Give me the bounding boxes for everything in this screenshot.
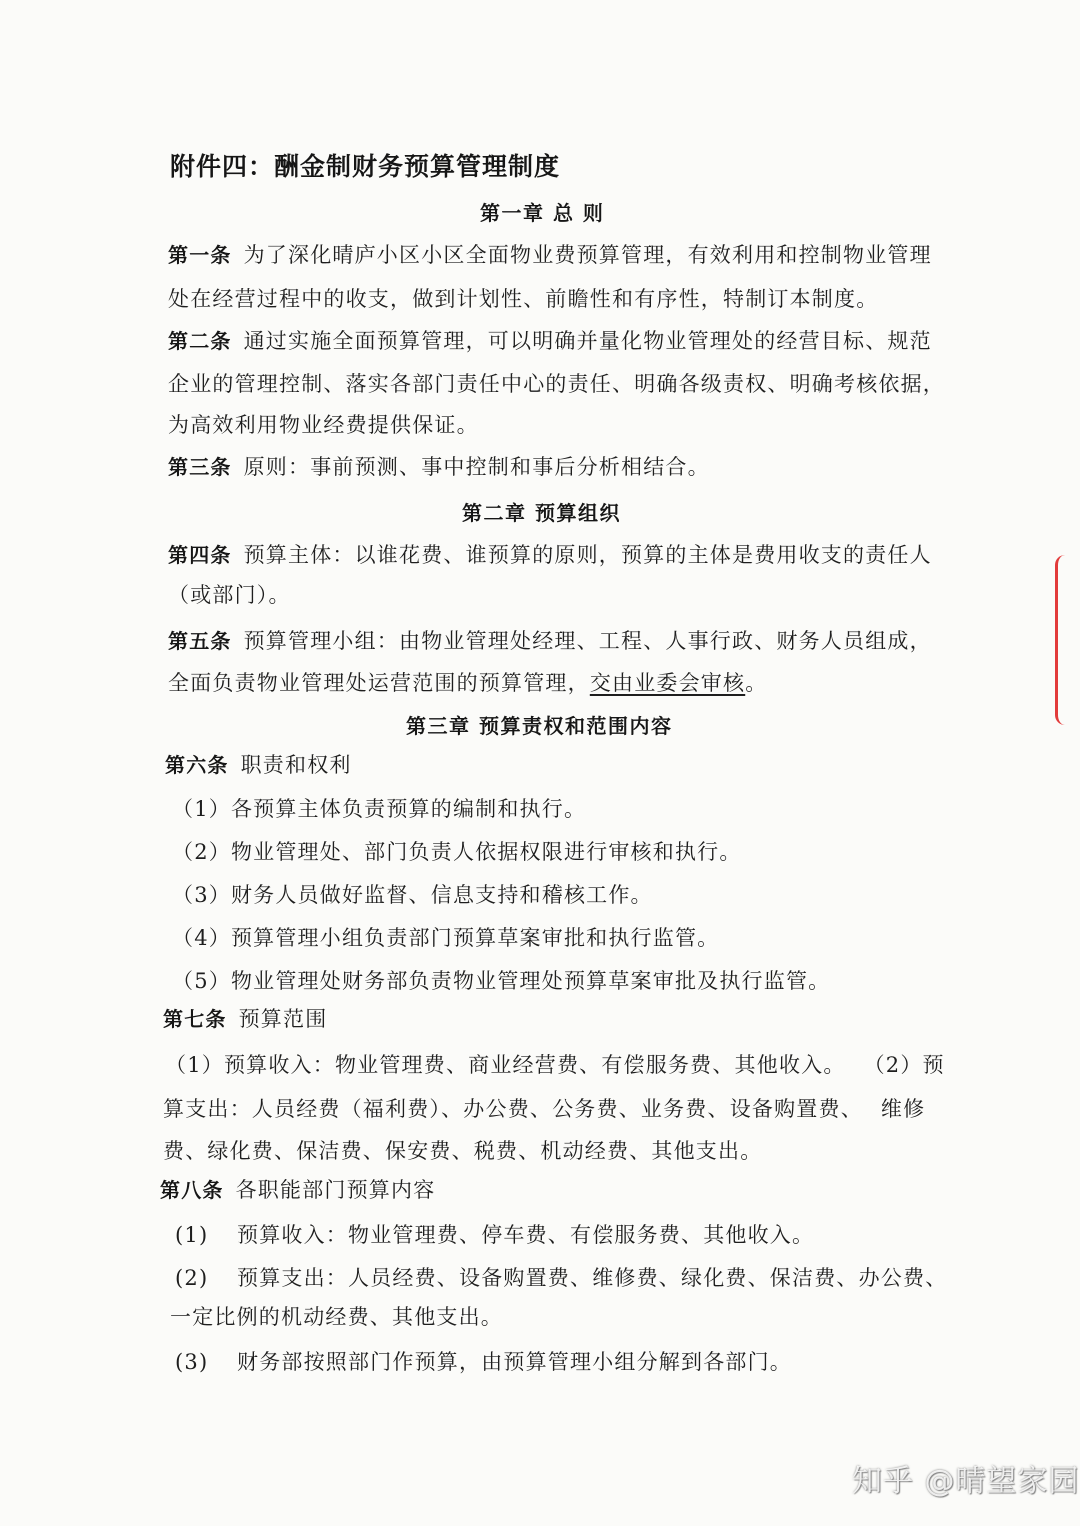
article-8-item-3-num: (3) <box>175 1350 209 1374</box>
article-7-line1 <box>165 1050 945 1080</box>
article-3-label: 第三条 <box>168 455 232 479</box>
chapter-2-heading: 第二章 预算组织 <box>462 501 621 525</box>
article-2-label: 第二条 <box>168 329 232 353</box>
article-2 <box>168 326 932 356</box>
article-7-heading: 预算范围 <box>238 1007 328 1031</box>
article-3 <box>168 452 710 482</box>
article-8-item-2 <box>175 1263 947 1293</box>
article-8-item-1-num: (1) <box>175 1223 209 1247</box>
article-5-label: 第五条 <box>168 629 232 653</box>
article-5-underlined-text: 交由业委会审核 <box>589 671 746 695</box>
article-8-label: 第八条 <box>160 1178 224 1202</box>
article-5 <box>168 626 932 656</box>
article-8-item-2-num: (2) <box>175 1266 209 1290</box>
article-5-line2-a: 全面负责物业管理处运营范围的预算管理， <box>168 671 590 695</box>
chapter-3-heading: 第三章 预算责权和范围内容 <box>406 714 673 738</box>
article-8-item-1-text: 预算收入：物业管理费、停车费、有偿服务费、其他收入。 <box>237 1223 815 1247</box>
article-6-item-2: （2）物业管理处、部门负责人依据权限进行审核和执行。 <box>172 840 742 864</box>
article-6-item-4: （4）预算管理小组负责部门预算草案审批和执行监管。 <box>172 926 720 950</box>
article-2-line2: 企业的管理控制、落实各部门责任中心的责任、明确各级责权、明确考核依据， <box>168 372 945 396</box>
article-6 <box>165 750 352 780</box>
document-title: 附件四：酬金制财务预算管理制度 <box>170 152 561 181</box>
article-1-line2: 处在经营过程中的收支，做到计划性、前瞻性和有序性，特制订本制度。 <box>168 287 879 311</box>
article-7-line2 <box>163 1094 925 1124</box>
article-5-line2-c: 。 <box>745 671 768 695</box>
article-8 <box>160 1175 435 1205</box>
article-6-heading: 职责和权利 <box>240 753 352 777</box>
article-4 <box>168 540 932 570</box>
watermark: 知乎 @晴望家园 <box>852 1464 1080 1499</box>
article-5-line1: 预算管理小组：由物业管理处经理、工程、人事行政、财务人员组成， <box>243 629 932 653</box>
company-seal-stamp <box>1055 555 1080 725</box>
article-8-item-3 <box>175 1347 792 1377</box>
article-8-item-2-text: 预算支出：人员经费、设备购置费、维修费、绿化费、保洁费、办公费、 <box>237 1266 948 1290</box>
article-8-item-2-cont: 一定比例的机动经费、其他支出。 <box>170 1305 503 1329</box>
article-2-line3: 为高效利用物业经费提供保证。 <box>168 413 479 437</box>
article-7-line3: 费、绿化费、保洁费、保安费、税费、机动经费、其他支出。 <box>163 1139 763 1163</box>
article-1-line1: 为了深化晴庐小区小区全面物业费预算管理，有效利用和控制物业管理 <box>243 243 932 267</box>
article-7-line1-a: （1）预算收入：物业管理费、商业经营费、有偿服务费、其他收入。 <box>165 1053 846 1077</box>
article-7-line2-b: 维修 <box>880 1097 926 1121</box>
article-8-item-1 <box>175 1220 814 1250</box>
article-4-line2: （或部门）。 <box>168 583 291 607</box>
article-5-line2 <box>168 668 767 698</box>
article-8-heading: 各职能部门预算内容 <box>235 1178 436 1202</box>
article-1 <box>168 240 932 270</box>
article-2-line1: 通过实施全面预算管理，可以明确并量化物业管理处的经营目标、规范 <box>243 329 932 353</box>
article-4-label: 第四条 <box>168 543 232 567</box>
article-4-line1: 预算主体：以谁花费、谁预算的原则，预算的主体是费用收支的责任人 <box>243 543 932 567</box>
article-6-item-3: （3）财务人员做好监督、信息支持和稽核工作。 <box>172 883 653 907</box>
article-6-item-1: （1）各预算主体负责预算的编制和执行。 <box>172 797 587 821</box>
chapter-1-heading: 第一章 总 则 <box>480 201 605 225</box>
article-6-item-5: （5）物业管理处财务部负责物业管理处预算草案审批及执行监管。 <box>172 969 831 993</box>
article-7-label: 第七条 <box>163 1007 227 1031</box>
article-7-line2-a: 算支出：人员经费（福利费）、办公费、公务费、业务费、设备购置费、 <box>163 1097 863 1121</box>
article-6-label: 第六条 <box>165 753 229 777</box>
article-1-label: 第一条 <box>168 243 232 267</box>
article-7-line1-b: （2）预 <box>863 1053 945 1077</box>
article-3-text: 原则：事前预测、事中控制和事后分析相结合。 <box>243 455 710 479</box>
article-7 <box>163 1004 327 1034</box>
article-8-item-3-text: 财务部按照部门作预算，由预算管理小组分解到各部门。 <box>237 1350 792 1374</box>
